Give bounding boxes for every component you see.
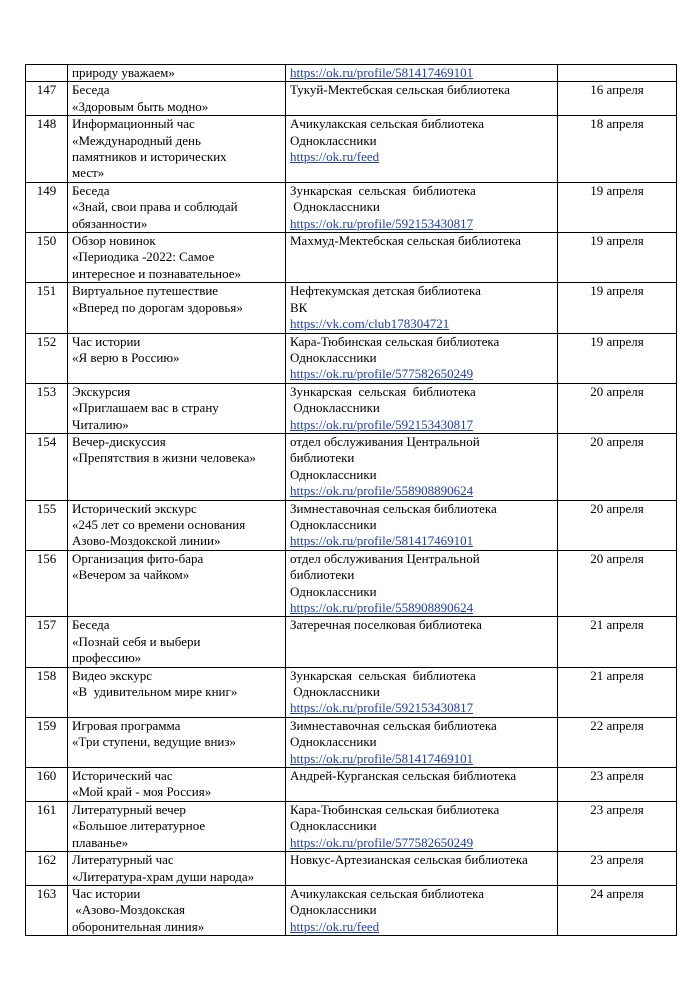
event-date: 18 апреля bbox=[558, 116, 677, 183]
event-date: 20 апреля bbox=[558, 500, 677, 550]
event-cell bbox=[68, 550, 286, 617]
event-cell bbox=[68, 65, 286, 82]
place-text: Одноклассники bbox=[290, 349, 377, 365]
place-text: Нефтекумская детская библиотека bbox=[290, 283, 481, 299]
event-text: «Азово-Моздокская bbox=[72, 902, 185, 918]
event-date: 22 апреля bbox=[558, 717, 677, 767]
place-text: ВК bbox=[290, 299, 308, 315]
document-page bbox=[25, 64, 676, 936]
place-text: Затеречная поселковая библиотека bbox=[290, 617, 482, 633]
place-text: Новкус-Артезианская сельская библиотека bbox=[290, 852, 528, 868]
place-text: Зимнеставочная сельская библиотека bbox=[290, 717, 497, 733]
table-row bbox=[26, 500, 677, 550]
event-date: 19 апреля bbox=[558, 233, 677, 283]
place-text: Одноклассники bbox=[290, 684, 380, 700]
table-row bbox=[26, 801, 677, 851]
table-row bbox=[26, 433, 677, 500]
event-date: 19 апреля bbox=[558, 333, 677, 383]
place-cell bbox=[286, 65, 558, 82]
event-text: Исторический час bbox=[72, 768, 173, 784]
place-text: Одноклассники bbox=[290, 466, 377, 482]
event-text: «Здоровым быть модно» bbox=[72, 98, 209, 114]
event-text: «Препятствия в жизни человека» bbox=[72, 450, 256, 466]
event-text: мест» bbox=[72, 165, 105, 181]
row-number: 149 bbox=[26, 182, 68, 232]
row-number: 163 bbox=[26, 885, 68, 935]
event-date: 19 апреля bbox=[558, 182, 677, 232]
event-date: 16 апреля bbox=[558, 82, 677, 116]
event-cell bbox=[68, 182, 286, 232]
event-cell bbox=[68, 283, 286, 333]
event-cell bbox=[68, 617, 286, 667]
row-number: 154 bbox=[26, 433, 68, 500]
event-text: Игровая программа bbox=[72, 717, 181, 733]
place-cell bbox=[286, 233, 558, 283]
profile-link[interactable]: https://ok.ru/profile/581417469101 bbox=[290, 65, 474, 80]
row-number: 156 bbox=[26, 550, 68, 617]
row-number: 159 bbox=[26, 717, 68, 767]
place-text: Одноклассники bbox=[290, 132, 377, 148]
place-cell bbox=[286, 617, 558, 667]
event-text: «Мой край - моя Россия» bbox=[72, 784, 212, 800]
table-row bbox=[26, 65, 677, 82]
place-cell bbox=[286, 383, 558, 433]
event-text: «Я верю в Россию» bbox=[72, 349, 180, 365]
event-text: «Литература-храм души народа» bbox=[72, 868, 255, 884]
event-text: Экскурсия bbox=[72, 383, 131, 399]
profile-link[interactable]: https://ok.ru/profile/581417469101 bbox=[290, 533, 474, 549]
table-row bbox=[26, 768, 677, 802]
profile-link[interactable]: https://ok.ru/profile/558908890624 bbox=[290, 600, 474, 615]
event-text: Литературный вечер bbox=[72, 801, 186, 817]
profile-link[interactable]: https://ok.ru/feed bbox=[290, 918, 380, 934]
event-text: Беседа bbox=[72, 182, 110, 198]
place-text: Тукуй-Мектебская сельская библиотека bbox=[290, 82, 510, 98]
row-number: 151 bbox=[26, 283, 68, 333]
table-row bbox=[26, 333, 677, 383]
event-text: «Приглашаем вас в страну bbox=[72, 400, 219, 416]
place-text: Одноклассники bbox=[290, 583, 377, 599]
event-text: Виртуальное путешествие bbox=[72, 283, 219, 299]
event-date: 23 апреля bbox=[558, 768, 677, 802]
table-row bbox=[26, 667, 677, 717]
event-cell bbox=[68, 433, 286, 500]
event-cell bbox=[68, 233, 286, 283]
events-table bbox=[25, 64, 677, 936]
table-row bbox=[26, 283, 677, 333]
table-row bbox=[26, 617, 677, 667]
profile-link[interactable]: https://ok.ru/profile/592153430817 bbox=[290, 416, 474, 432]
row-number: 150 bbox=[26, 233, 68, 283]
table-row bbox=[26, 182, 677, 232]
row-number bbox=[26, 65, 68, 82]
table-row bbox=[26, 852, 677, 886]
event-text: Азово-Моздокской линии» bbox=[72, 533, 221, 549]
event-cell bbox=[68, 852, 286, 886]
table-row bbox=[26, 717, 677, 767]
event-cell bbox=[68, 667, 286, 717]
row-number: 153 bbox=[26, 383, 68, 433]
event-text: природу уважаем» bbox=[72, 65, 175, 80]
event-cell bbox=[68, 383, 286, 433]
place-text: библиотеки bbox=[290, 567, 355, 583]
event-text: Обзор новинок bbox=[72, 233, 156, 249]
place-text: Кара-Тюбинская сельская библиотека bbox=[290, 801, 500, 817]
event-text: Час истории bbox=[72, 885, 141, 901]
event-text: «Познай себя и выбери bbox=[72, 633, 201, 649]
place-cell bbox=[286, 852, 558, 886]
event-cell bbox=[68, 333, 286, 383]
event-cell bbox=[68, 717, 286, 767]
event-text: профессию» bbox=[72, 650, 142, 666]
event-text: «Вечером за чайком» bbox=[72, 567, 190, 583]
event-cell bbox=[68, 885, 286, 935]
event-text: Час истории bbox=[72, 333, 141, 349]
event-text: интересное и познавательное» bbox=[72, 265, 242, 281]
place-text: отдел обслуживания Центральной bbox=[290, 550, 480, 566]
event-date: 23 апреля bbox=[558, 801, 677, 851]
place-cell bbox=[286, 433, 558, 500]
place-text: Зункарская сельская библиотека bbox=[290, 182, 476, 198]
place-cell bbox=[286, 500, 558, 550]
profile-link[interactable]: https://ok.ru/feed bbox=[290, 149, 380, 165]
row-number: 148 bbox=[26, 116, 68, 183]
event-text: Читалию» bbox=[72, 416, 129, 432]
event-text: Исторический экскурс bbox=[72, 500, 197, 516]
place-cell bbox=[286, 885, 558, 935]
profile-link[interactable]: https://ok.ru/profile/577582650249 bbox=[290, 366, 474, 382]
row-number: 155 bbox=[26, 500, 68, 550]
row-number: 157 bbox=[26, 617, 68, 667]
row-number: 158 bbox=[26, 667, 68, 717]
event-text: «245 лет со времени основания bbox=[72, 516, 246, 532]
place-text: Зункарская сельская библиотека bbox=[290, 383, 476, 399]
event-date: 21 апреля bbox=[558, 617, 677, 667]
place-cell bbox=[286, 82, 558, 116]
place-text: Кара-Тюбинская сельская библиотека bbox=[290, 333, 500, 349]
place-cell bbox=[286, 667, 558, 717]
event-text: Информационный час bbox=[72, 116, 195, 132]
place-text: Зимнеставочная сельская библиотека bbox=[290, 500, 497, 516]
place-text: отдел обслуживания Центральной bbox=[290, 433, 480, 449]
event-date: 20 апреля bbox=[558, 383, 677, 433]
place-text: Ачикулакская сельская библиотека bbox=[290, 116, 485, 132]
place-cell bbox=[286, 768, 558, 802]
event-text: Вечер-дискуссия bbox=[72, 433, 166, 449]
event-text: памятников и исторических bbox=[72, 149, 227, 165]
event-date bbox=[558, 65, 677, 82]
table-row bbox=[26, 116, 677, 183]
event-date: 19 апреля bbox=[558, 283, 677, 333]
event-text: Видео экскурс bbox=[72, 667, 153, 683]
event-text: «Три ступени, ведущие вниз» bbox=[72, 734, 237, 750]
event-cell bbox=[68, 768, 286, 802]
event-text: «В удивительном мире книг» bbox=[72, 684, 238, 700]
table-row bbox=[26, 82, 677, 116]
table-row bbox=[26, 233, 677, 283]
event-text: «Знай, свои права и соблюдай bbox=[72, 199, 238, 215]
place-text: Ачикулакская сельская библиотека bbox=[290, 885, 485, 901]
event-cell bbox=[68, 82, 286, 116]
event-text: плаванье» bbox=[72, 834, 129, 850]
event-text: Беседа bbox=[72, 82, 110, 98]
table-row bbox=[26, 383, 677, 433]
place-cell bbox=[286, 182, 558, 232]
place-cell bbox=[286, 116, 558, 183]
event-date: 23 апреля bbox=[558, 852, 677, 886]
place-text: Андрей-Курганская сельская библиотека bbox=[290, 768, 517, 784]
event-text: обязанности» bbox=[72, 215, 148, 231]
place-text: Зункарская сельская библиотека bbox=[290, 667, 476, 683]
profile-link[interactable]: https://ok.ru/profile/592153430817 bbox=[290, 215, 474, 231]
event-cell bbox=[68, 500, 286, 550]
row-number: 152 bbox=[26, 333, 68, 383]
event-text: «Периодика -2022: Самое bbox=[72, 249, 215, 265]
event-text: Литературный час bbox=[72, 852, 174, 868]
event-text: «Международный день bbox=[72, 132, 201, 148]
row-number: 161 bbox=[26, 801, 68, 851]
place-text: Одноклассники bbox=[290, 400, 380, 416]
event-cell bbox=[68, 116, 286, 183]
place-cell bbox=[286, 801, 558, 851]
place-cell bbox=[286, 717, 558, 767]
table-row bbox=[26, 885, 677, 935]
place-cell bbox=[286, 550, 558, 617]
event-date: 20 апреля bbox=[558, 550, 677, 617]
event-text: оборонительная линия» bbox=[72, 918, 205, 934]
events-table-body bbox=[26, 65, 677, 936]
event-date: 24 апреля bbox=[558, 885, 677, 935]
table-row bbox=[26, 550, 677, 617]
place-cell bbox=[286, 283, 558, 333]
place-text: Одноклассники bbox=[290, 199, 380, 215]
profile-link[interactable]: https://ok.ru/profile/592153430817 bbox=[290, 700, 474, 716]
row-number: 160 bbox=[26, 768, 68, 802]
event-text: «Вперед по дорогам здоровья» bbox=[72, 299, 243, 315]
profile-link[interactable]: https://ok.ru/profile/577582650249 bbox=[290, 834, 474, 850]
profile-link[interactable]: https://ok.ru/profile/558908890624 bbox=[290, 483, 474, 499]
row-number: 162 bbox=[26, 852, 68, 886]
event-text: Организация фито-бара bbox=[72, 550, 204, 566]
event-text: «Большое литературное bbox=[72, 818, 206, 834]
place-text: Одноклассники bbox=[290, 516, 377, 532]
place-text: Махмуд-Мектебская сельская библиотека bbox=[290, 233, 521, 249]
event-date: 20 апреля bbox=[558, 433, 677, 500]
profile-link[interactable]: https://ok.ru/profile/581417469101 bbox=[290, 750, 474, 766]
event-text: Беседа bbox=[72, 617, 110, 633]
place-text: Одноклассники bbox=[290, 734, 377, 750]
place-text: Одноклассники bbox=[290, 818, 377, 834]
profile-link[interactable]: https://vk.com/club178304721 bbox=[290, 316, 450, 332]
place-text: библиотеки bbox=[290, 450, 355, 466]
place-cell bbox=[286, 333, 558, 383]
event-date: 21 апреля bbox=[558, 667, 677, 717]
row-number: 147 bbox=[26, 82, 68, 116]
event-cell bbox=[68, 801, 286, 851]
place-text: Одноклассники bbox=[290, 902, 377, 918]
